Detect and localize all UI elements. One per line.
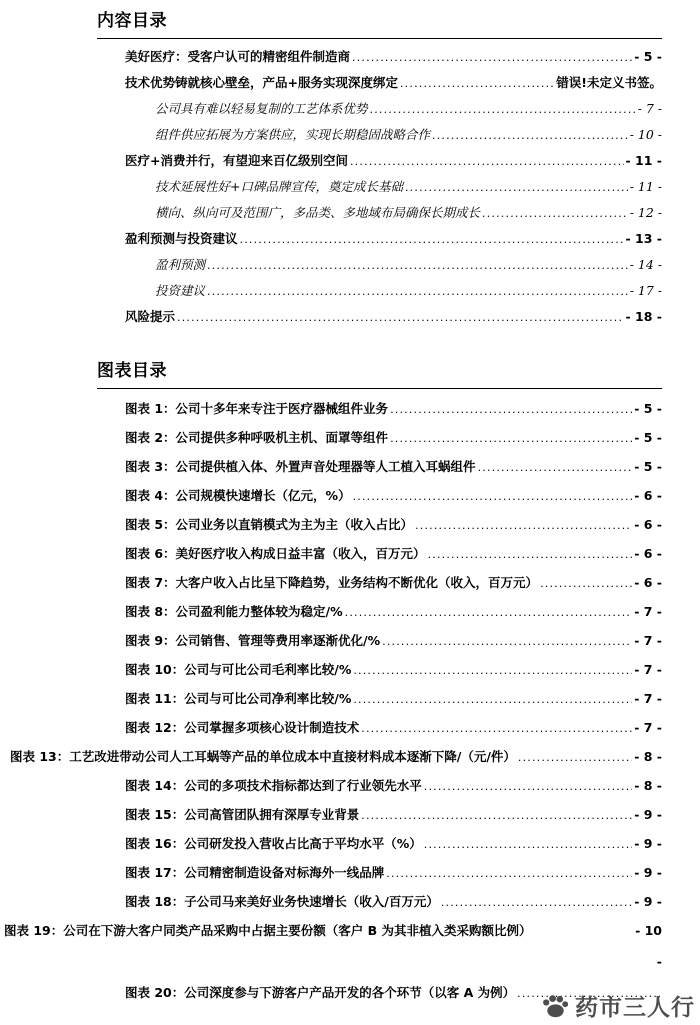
dot-leader <box>428 539 633 569</box>
dot-leader <box>424 829 632 859</box>
figure-entry-label: 图表 12：公司掌握多项核心设计制造技术 <box>125 720 360 735</box>
dot-leader <box>353 481 633 511</box>
toc-entry-label: 技术优势铸就核心壁垒，产品+服务实现深度绑定 <box>125 75 398 90</box>
dot-leader <box>350 148 624 175</box>
figure-entry-label: 图表 10：公司与可比公司毛利率比较/% <box>125 662 352 677</box>
figure-entry-page: - 8 - <box>634 749 662 764</box>
content-toc-list <box>97 44 662 330</box>
figure-entry-page: - 5 - <box>634 459 662 474</box>
dot-leader <box>382 626 632 656</box>
toc-entry[interactable] <box>155 278 662 304</box>
figure-entry-page: - 7 - <box>634 604 662 619</box>
dot-leader <box>386 858 632 888</box>
dot-leader <box>400 70 554 97</box>
figure-entry[interactable] <box>125 655 662 684</box>
figure-entry-page: - 9 - <box>634 894 662 909</box>
figure-entry-page: - 7 - <box>634 633 662 648</box>
figure-entry-page: - 7 - <box>634 720 662 735</box>
dot-leader <box>177 304 624 331</box>
figure-entry[interactable] <box>125 771 662 800</box>
figure-entry-page: - 5 - <box>634 401 662 416</box>
figure-entry[interactable] <box>125 597 662 626</box>
figure-entry[interactable] <box>125 945 662 978</box>
toc-entry-page: - 18 - <box>625 309 662 324</box>
dot-leader <box>478 452 633 482</box>
toc-entry-page: - 13 - <box>625 231 662 246</box>
figure-entry[interactable] <box>125 626 662 655</box>
figure-entry[interactable] <box>10 742 662 771</box>
figure-entry-page: - 9 - <box>634 807 662 822</box>
watermark <box>540 989 695 1022</box>
dot-leader <box>390 423 632 453</box>
toc-entry-page: - 10 - <box>629 127 662 142</box>
dot-leader <box>361 713 632 743</box>
dot-leader <box>370 96 636 123</box>
toc-entry-label: 盈利预测 <box>155 257 206 272</box>
watermark-text: 药市三人行 <box>575 995 695 1021</box>
figure-entry-label: 图表 2：公司提供多种呼吸机主机、面罩等组件 <box>125 430 389 445</box>
figure-entry[interactable] <box>125 887 662 916</box>
toc-entry-page: - 5 - <box>634 49 662 64</box>
figure-entry-label: 图表 4：公司规模快速增长（亿元，%） <box>125 488 351 503</box>
dot-leader <box>482 200 628 227</box>
figure-toc-title: 图表目录 <box>97 361 167 381</box>
toc-entry-label: 横向、纵向可及范围广，多品类、多地域布局确保长期成长 <box>155 205 481 220</box>
toc-entry[interactable] <box>125 304 662 330</box>
figure-entry[interactable] <box>125 539 662 568</box>
figure-entry[interactable] <box>125 684 662 713</box>
figure-entry-page: - 6 - <box>634 517 662 532</box>
figure-entry-label: 图表 19：公司在下游大客户同类产品采购中占据主要份额（客户 B 为其非植入类采购额比例） <box>4 923 532 938</box>
figure-entry-label: 图表 3：公司提供植入体、外置声音处理器等人工植入耳蜗组件 <box>125 459 476 474</box>
figure-entry-label: 图表 5：公司业务以直销模式为主为主（收入占比） <box>125 517 414 532</box>
figure-toc-divider <box>97 388 662 389</box>
toc-entry-label: 风险提示 <box>125 309 176 324</box>
figure-entry-label: 图表 15：公司高管团队拥有深厚专业背景 <box>125 807 360 822</box>
content-toc-title: 内容目录 <box>97 11 167 31</box>
dot-leader <box>540 568 632 598</box>
figure-toc-list <box>4 394 662 1007</box>
figure-entry[interactable] <box>125 800 662 829</box>
figure-entry-page: - 6 - <box>634 575 662 590</box>
toc-entry-page: - 12 - <box>629 205 662 220</box>
dot-leader <box>432 122 628 149</box>
dot-leader <box>207 278 628 305</box>
toc-entry[interactable] <box>155 200 662 226</box>
dot-leader <box>240 226 624 253</box>
figure-entry-label: 图表 7：大客户收入占比呈下降趋势，业务结构不断优化（收入，百万元） <box>125 575 539 590</box>
dot-leader <box>415 510 632 540</box>
toc-entry-label: 公司具有难以轻易复制的工艺体系优势 <box>155 101 368 116</box>
toc-entry-page: - 7 - <box>637 101 662 116</box>
figure-entry-label: 图表 13：工艺改进带动公司人工耳蜗等产品的单位成本中直接材料成本逐渐下降/（元/件） <box>10 749 516 764</box>
dot-leader <box>207 252 628 279</box>
content-toc-divider <box>97 38 662 39</box>
figure-entry-label: 图表 6：美好医疗收入构成日益丰富（收入，百万元） <box>125 546 426 561</box>
figure-entry-page: - 5 - <box>634 430 662 445</box>
figure-entry-page: - 9 - <box>634 865 662 880</box>
toc-entry-page: - 17 - <box>629 283 662 298</box>
toc-entry[interactable] <box>155 122 662 148</box>
toc-entry[interactable] <box>125 44 662 70</box>
dot-leader <box>353 684 632 714</box>
figure-entry-label: 图表 1：公司十多年来专注于医疗器械组件业务 <box>125 401 389 416</box>
dot-leader <box>345 597 633 627</box>
figure-entry-label: 图表 9：公司销售、管理等费用率逐渐优化/% <box>125 633 381 648</box>
toc-entry-label: 技术延展性好+口碑品牌宣传，奠定成长基础 <box>155 179 403 194</box>
figure-entry[interactable] <box>125 829 662 858</box>
dot-leader <box>390 394 632 424</box>
dot-leader <box>361 800 632 830</box>
figure-entry[interactable] <box>125 510 662 539</box>
toc-entry-label: 医疗+消费并行，有望迎来百亿级别空间 <box>125 153 348 168</box>
figure-entry-page: - 8 - <box>634 778 662 793</box>
toc-entry[interactable] <box>125 148 662 174</box>
figure-entry-label: 图表 20：公司深度参与下游客户产品开发的各个环节（以客 A 为例） <box>125 985 516 1000</box>
figure-entry[interactable] <box>125 423 662 452</box>
toc-entry[interactable] <box>155 252 662 278</box>
dot-leader <box>352 44 632 71</box>
figure-entry-label: 图表 8：公司盈利能力整体较为稳定/% <box>125 604 343 619</box>
toc-entry[interactable] <box>125 70 662 96</box>
toc-entry-page: - 14 - <box>629 257 662 272</box>
figure-entry[interactable] <box>125 713 662 742</box>
figure-entry-label: 图表 11：公司与可比公司净利率比较/% <box>125 691 352 706</box>
figure-entry-page: - <box>656 954 662 969</box>
figure-entry-page: - 6 - <box>634 488 662 503</box>
figure-entry[interactable] <box>125 452 662 481</box>
dot-leader <box>424 771 632 801</box>
figure-entry-page: - 10 <box>635 923 662 938</box>
figure-entry[interactable] <box>125 568 662 597</box>
dot-leader <box>441 887 632 917</box>
figure-entry-label: 图表 17：公司精密制造设备对标海外一线品牌 <box>125 865 385 880</box>
figure-entry-label: 图表 14：公司的多项技术指标都达到了行业领先水平 <box>125 778 422 793</box>
figure-entry[interactable] <box>4 916 662 945</box>
toc-entry[interactable] <box>155 174 662 200</box>
toc-entry-page: - 11 - <box>629 179 662 194</box>
figure-entry-page: - 7 - <box>634 662 662 677</box>
toc-entry-label: 投资建议 <box>155 283 206 298</box>
figure-entry-page: - 9 - <box>634 836 662 851</box>
figure-entry-label: 图表 18：子公司马来美好业务快速增长（收入/百万元） <box>125 894 439 909</box>
toc-entry-label: 美好医疗：受客户认可的精密组件制造商 <box>125 49 351 64</box>
figure-entry-page: - 7 - <box>634 691 662 706</box>
toc-entry-page: - 11 - <box>625 153 662 168</box>
paw-logo-icon <box>540 991 570 1021</box>
toc-entry-label: 组件供应拓展为方案供应，实现长期稳固战略合作 <box>155 127 431 142</box>
dot-leader <box>518 742 632 772</box>
toc-entry-page: 错误!未定义书签。 <box>556 75 662 90</box>
figure-entry[interactable] <box>125 481 662 510</box>
dot-leader <box>405 174 628 201</box>
figure-entry[interactable] <box>125 858 662 887</box>
figure-entry-page: - 6 - <box>634 546 662 561</box>
toc-entry[interactable] <box>125 226 662 252</box>
toc-entry[interactable] <box>155 96 662 122</box>
toc-entry-label: 盈利预测与投资建议 <box>125 231 238 246</box>
figure-entry-label: 图表 16：公司研发投入营收占比高于平均水平（%） <box>125 836 422 851</box>
figure-entry[interactable] <box>125 394 662 423</box>
dot-leader <box>353 655 632 685</box>
